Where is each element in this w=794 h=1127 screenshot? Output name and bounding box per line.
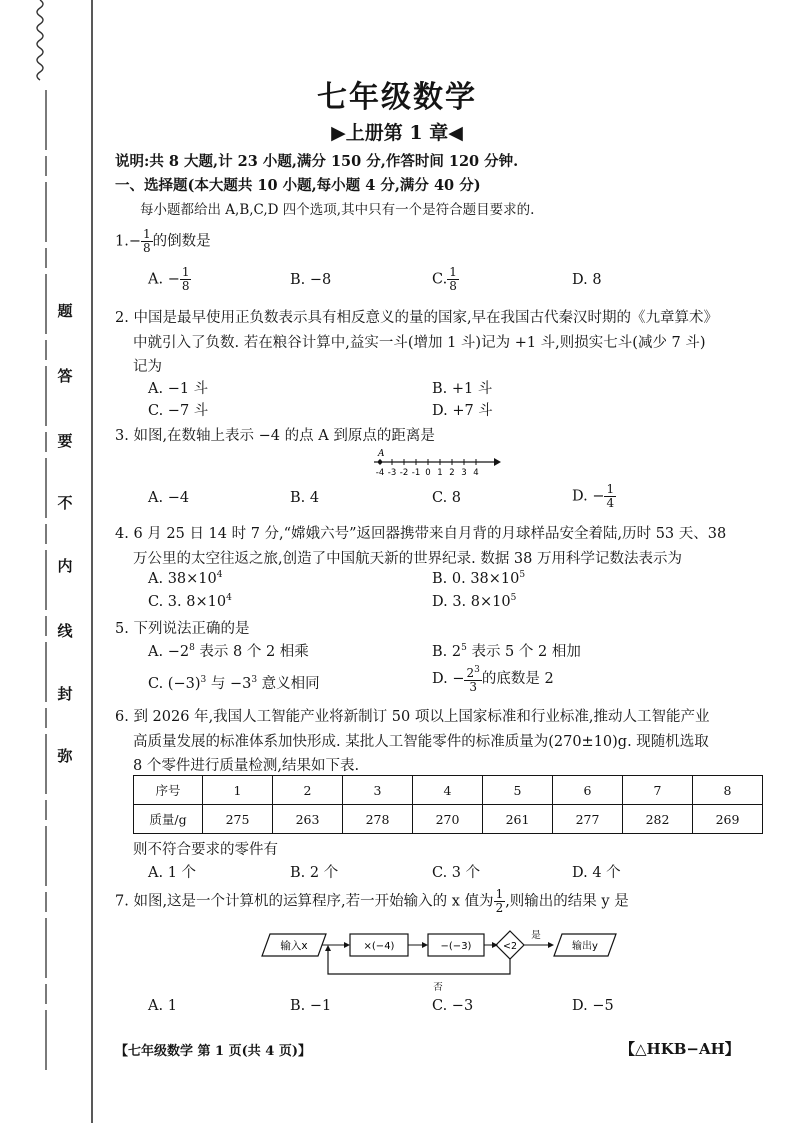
table-row (134, 805, 763, 834)
q5-d-pre: D. − (432, 671, 465, 687)
q7-option-d: D. −5 (572, 998, 614, 1014)
q3-d-pre: D. − (572, 488, 605, 505)
q1-option-a (148, 266, 191, 293)
q4-c-base: C. 3. 8×10 (148, 593, 227, 610)
table-cell: 6 (553, 776, 623, 805)
q7-option-b: B. −1 (290, 998, 332, 1014)
q5-d-den: 3 (469, 680, 477, 694)
section-heading: 一、选择题(本大题共 10 小题,每小题 4 分,满分 40 分) (115, 177, 481, 194)
question-7-stem (115, 888, 629, 915)
triangle-left-icon: ◀ (448, 122, 463, 144)
q3-option-d (572, 483, 616, 510)
table-row-label: 质量/g (134, 805, 203, 834)
table-cell: 263 (273, 805, 343, 834)
question-6-ask: 则不符合要求的零件有 (133, 842, 278, 858)
question-2-line3: 记为 (133, 359, 162, 375)
q4-option-b (432, 570, 525, 587)
table-cell: 7 (623, 776, 693, 805)
table-cell: 270 (413, 805, 483, 834)
tick-label: 4 (473, 468, 479, 478)
q1-minus: − (128, 233, 141, 250)
tick-label: -3 (387, 468, 397, 478)
q6-option-c: C. 3 个 (432, 865, 481, 881)
seal-char-6: 线 (57, 622, 73, 640)
table-cell: 1 (203, 776, 273, 805)
flowchart (260, 924, 620, 994)
q2-option-b: B. +1 斗 (432, 381, 493, 397)
condition-label: <2 (502, 941, 518, 952)
no-label: 否 (433, 982, 443, 993)
table-cell: 5 (483, 776, 553, 805)
seal-char-7: 封 (57, 685, 73, 703)
q1-a-num: 1 (181, 265, 190, 279)
q7-fraction (494, 888, 506, 915)
q5-b-post: 表示 5 个 2 相加 (466, 644, 581, 660)
q5-b-exp: 5 (461, 643, 467, 654)
q7-frac-num: 1 (495, 887, 504, 901)
q5-c-post: 意义相同 (257, 676, 320, 692)
subtitle-text: 上册第 1 章 (345, 122, 449, 144)
q1-a-pre: A. − (148, 271, 180, 288)
q1-option-d: D. 8 (572, 272, 602, 288)
question-2-line2: 中就引入了负数. 若在粮谷计算中,益实一斗(增加 1 斗)记为 +1 斗,则损实七斗(减少 7 斗) (133, 335, 706, 351)
q1-frac-num: 1 (143, 227, 151, 241)
question-4-line2: 万公里的太空往返之旅,创造了中国航天新的世界纪录. 数据 38 万用科学记数法表示为 (133, 551, 682, 567)
q4-c-exp: 4 (226, 593, 232, 603)
q5-d-num-exp: 3 (474, 665, 480, 675)
q7-stem-pre: 7. 如图,这是一个计算机的运算程序,若一开始输入的 x 值为 (115, 893, 494, 910)
yes-label: 是 (531, 930, 541, 941)
tick-label: -2 (399, 468, 409, 478)
arrow-up-icon (325, 945, 331, 951)
triangle-right-icon: ▶ (331, 122, 346, 144)
step2-label: −(−3) (440, 941, 472, 952)
q5-c-exp2: 3 (251, 675, 258, 686)
seal-char-3: 要 (57, 432, 73, 450)
table-cell: 2 (273, 776, 343, 805)
question-6-line1: 6. 到 2026 年,我国人工智能产业将新制订 50 项以上国家标准和行业标准,推动人工智能产业 (115, 709, 710, 725)
q7-stem-post: ,则输出的结果 y 是 (505, 893, 629, 910)
tick-label: 1 (437, 468, 443, 478)
q3-option-c: C. 8 (432, 490, 462, 506)
instructions: 说明:共 8 大题,计 23 小题,满分 150 分,作答时间 120 分钟. (115, 153, 519, 170)
q3-option-a: A. −4 (148, 490, 190, 506)
q5-option-a (148, 640, 309, 661)
q7-option-c: C. −3 (432, 998, 474, 1014)
number-line-figure (370, 446, 510, 478)
q4-d-base: D. 3. 8×10 (432, 593, 511, 610)
table-cell: 3 (343, 776, 413, 805)
q2-option-a: A. −1 斗 (148, 381, 209, 397)
question-6-line3: 8 个零件进行质量检测,结果如下表. (133, 758, 360, 774)
q5-a-post: 表示 8 个 2 相乘 (194, 644, 309, 660)
q3-d-den: 4 (606, 496, 615, 510)
q4-option-c (148, 593, 232, 610)
q4-a-base: A. 38×10 (148, 570, 217, 587)
q5-d-post: 的底数是 2 (481, 671, 554, 687)
q5-c-pre: C. (−3) (148, 676, 201, 692)
table-cell: 8 (693, 776, 763, 805)
q4-option-d (432, 593, 516, 610)
table-row (134, 776, 763, 805)
q1-c-den: 8 (449, 279, 457, 293)
seal-char-2: 答 (57, 367, 73, 385)
q1-stem-text: 的倒数是 (152, 233, 211, 250)
point-a-label: A (378, 449, 385, 459)
seal-char-5: 内 (57, 557, 73, 575)
q2-option-c: C. −7 斗 (148, 403, 209, 419)
q6-option-b: B. 2 个 (290, 865, 339, 881)
flowchart-svg (260, 924, 620, 994)
section-note: 每小题都给出 A,B,C,D 四个选项,其中只有一个是符合题目要求的. (140, 202, 535, 218)
question-1-stem (115, 228, 211, 255)
q5-a-pre: A. −2 (148, 644, 190, 660)
q3-d-fraction (604, 483, 616, 510)
q5-a-exp: 8 (189, 643, 195, 654)
q4-b-base: B. 0. 38×10 (432, 570, 520, 587)
seal-char-8: 弥 (57, 747, 73, 765)
q4-a-exp: 4 (216, 570, 223, 580)
q3-d-num: 1 (606, 482, 615, 496)
tick-label: -1 (411, 468, 421, 478)
q4-d-exp: 5 (510, 593, 517, 603)
table-cell: 275 (203, 805, 273, 834)
q5-option-d (432, 664, 554, 694)
q5-d-num-base: 2 (466, 666, 475, 680)
table-cell: 4 (413, 776, 483, 805)
quality-table (133, 775, 763, 834)
footer-right: 【△HKB−AH】 (620, 1040, 740, 1058)
q1-number: 1. (115, 233, 129, 250)
question-3-stem: 3. 如图,在数轴上表示 −4 的点 A 到原点的距离是 (115, 428, 435, 444)
q1-c-pre: C. (432, 271, 448, 288)
q3-option-b: B. 4 (290, 490, 320, 506)
footer-left: 【七年级数学 第 1 页(共 4 页)】 (115, 1044, 312, 1059)
tick-label: 3 (461, 468, 467, 478)
arrow-icon (344, 942, 350, 948)
q4-option-a (148, 570, 222, 587)
q2-option-d: D. +7 斗 (432, 403, 493, 419)
q5-b-pre: B. 2 (432, 644, 462, 660)
output-label: 输出y (572, 941, 598, 952)
q6-option-a: A. 1 个 (148, 865, 197, 881)
q1-a-fraction (180, 266, 192, 293)
quality-table-wrap (133, 775, 763, 834)
q1-frac-den: 8 (143, 241, 151, 255)
q6-option-d: D. 4 个 (572, 865, 621, 881)
question-6-line2: 高质量发展的标准体系加快形成. 某批人工智能零件的标准质量为(270±10)g. 现随机选取 (133, 734, 709, 750)
q7-option-a: A. 1 (148, 998, 177, 1014)
q5-d-fraction (464, 664, 481, 694)
table-cell: 282 (623, 805, 693, 834)
q5-option-b (432, 640, 581, 661)
q1-option-b: B. −8 (290, 272, 332, 288)
question-4-line1: 4. 6 月 25 日 14 时 7 分,“嫦娥六号”返回器携带来自月背的月球样品安全着陆,历时 53 天、38 (115, 526, 727, 542)
q1-option-c (432, 266, 459, 293)
seal-char-1: 题 (57, 302, 73, 320)
tick-label: -4 (375, 468, 385, 478)
q4-b-exp: 5 (519, 570, 526, 580)
q1-fraction (141, 228, 153, 255)
table-cell: 261 (483, 805, 553, 834)
q1-c-num: 1 (449, 265, 457, 279)
q5-c-exp1: 3 (200, 675, 207, 686)
arrow-icon (548, 942, 554, 948)
table-header-label: 序号 (134, 776, 203, 805)
table-cell: 269 (693, 805, 763, 834)
input-label: 输入x (280, 940, 308, 952)
step1-label: ×(−4) (363, 941, 395, 952)
q5-c-mid: 与 −3 (206, 676, 252, 692)
table-cell: 277 (553, 805, 623, 834)
arrow-icon (492, 942, 498, 948)
tick-label: 2 (449, 468, 455, 478)
table-cell: 278 (343, 805, 413, 834)
question-2-line1: 2. 中国是最早使用正负数表示具有相反意义的量的国家,早在我国古代秦汉时期的《九章算术》 (115, 310, 719, 326)
number-line-svg (370, 446, 510, 478)
q5-option-c (148, 672, 320, 693)
seal-char-4: 不 (57, 494, 73, 512)
page-subtitle (0, 118, 794, 145)
page-title: 七年级数学 (317, 80, 477, 115)
q1-a-den: 8 (181, 279, 190, 293)
q5-d-numerator (464, 664, 481, 681)
question-5-stem: 5. 下列说法正确的是 (115, 621, 250, 637)
tick-label: 0 (425, 468, 431, 478)
arrow-icon (422, 942, 428, 948)
q1-c-fraction (447, 266, 459, 293)
q7-frac-den: 2 (495, 901, 504, 915)
